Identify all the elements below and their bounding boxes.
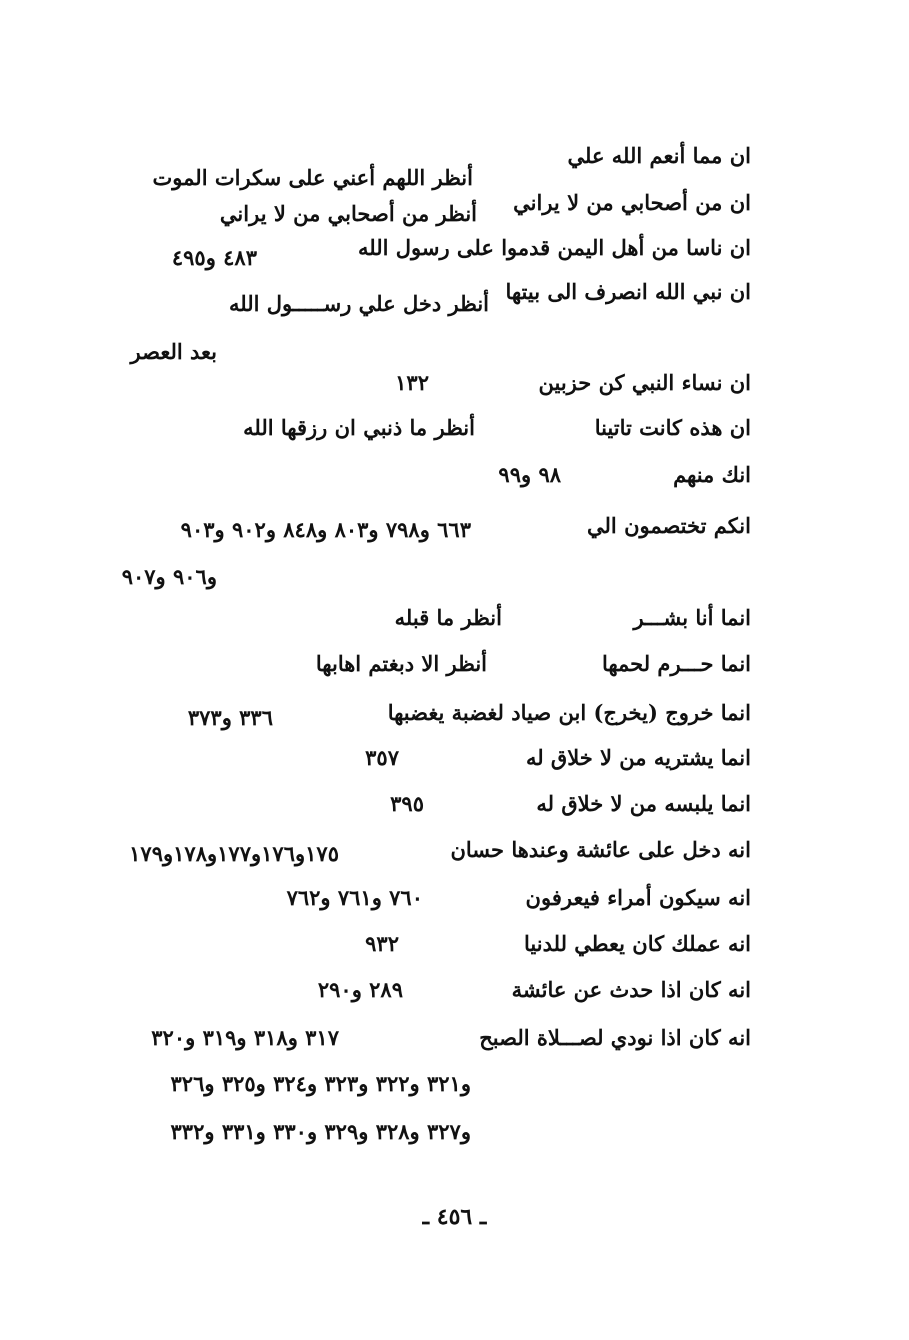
entry-head: ان نبي الله انصرف الى بيتها: [505, 279, 751, 304]
entry-ref: ٦٦٣ و٧٩٨ و٨٠٣ و٨٤٨ و٩٠٢ و٩٠٣: [180, 517, 471, 542]
entry-ref: ٩٣٢: [365, 931, 399, 956]
entry-ref: ٣٩٥: [390, 791, 424, 816]
entry-continuation: و٣٢١ و٣٢٢ و٣٢٣ و٣٢٤ و٣٢٥ و٣٢٦: [170, 1071, 471, 1096]
page-number: ـ ٤٥٦ ـ: [422, 1204, 487, 1230]
entry-ref: أنظر الا دبغتم اهابها: [315, 651, 487, 676]
entry-head: انه سيكون أمراء فيعرفون: [525, 885, 751, 910]
entry-ref: ٤٨٣ و٤٩٥: [171, 245, 257, 270]
entry-head: انما يلبسه من لا خلاق له: [536, 791, 751, 816]
entry-continuation: و٩٠٦ و٩٠٧: [121, 564, 217, 589]
entry-head: انه دخل على عائشة وعندها حسان: [450, 837, 751, 862]
entry-head: ان ناسا من أهل اليمن قدموا على رسول الله: [358, 235, 751, 260]
entry-ref: ٣٣٦ و٣٧٣: [187, 705, 273, 730]
entry-head: انما يشتريه من لا خلاق له: [525, 745, 751, 770]
entry-ref: ٢٨٩ و٢٩٠: [317, 977, 403, 1002]
entry-head: انكم تختصمون الي: [587, 513, 751, 538]
entry-ref: ٧٦٠ و٧٦١ و٧٦٢: [286, 885, 423, 910]
entry-head: انما أنا بشـــر: [633, 605, 751, 630]
entry-continuation: بعد العصر: [130, 339, 217, 364]
entry-head: ان هذه كانت تاتينا: [594, 415, 751, 440]
entry-ref: أنظر ما قبله: [394, 605, 502, 630]
entry-ref: أنظر من أصحابي من لا يراني: [219, 201, 477, 226]
entry-ref: ٣١٧ و٣١٨ و٣١٩ و٣٢٠: [151, 1025, 339, 1050]
entry-ref: أنظر اللهم أعني على سكرات الموت: [152, 165, 473, 190]
entry-ref: ١٧٥و١٧٦و١٧٧و١٧٨و١٧٩: [129, 841, 339, 866]
entry-ref: أنظر دخل علي رســـــول الله: [228, 291, 489, 316]
entry-head: انك منهم: [673, 462, 751, 487]
entry-continuation: و٣٢٧ و٣٢٨ و٣٢٩ و٣٣٠ و٣٣١ و٣٣٢: [170, 1119, 471, 1144]
entry-ref: أنظر ما ذنبي ان رزقها الله: [243, 415, 475, 440]
entry-head: ان مما أنعم الله علي: [567, 143, 751, 168]
entry-ref: ٣٥٧: [365, 745, 399, 770]
entry-head: انما حـــرم لحمها: [601, 651, 751, 676]
entry-head: ان من أصحابي من لا يراني: [513, 190, 751, 215]
entry-head: انه كان اذا نودي لصـــلاة الصبح: [479, 1025, 751, 1050]
entry-head: ان نساء النبي كن حزبين: [538, 370, 751, 395]
entry-head: انه عملك كان يعطي للدنيا: [524, 931, 751, 956]
entry-head: انما خروج (يخرج) ابن صياد لغضبة يغضبها: [387, 700, 751, 725]
entry-head: انه كان اذا حدث عن عائشة: [511, 977, 751, 1002]
entry-ref: ٩٨ و٩٩: [498, 462, 561, 487]
entry-ref: ١٣٢: [395, 370, 429, 395]
